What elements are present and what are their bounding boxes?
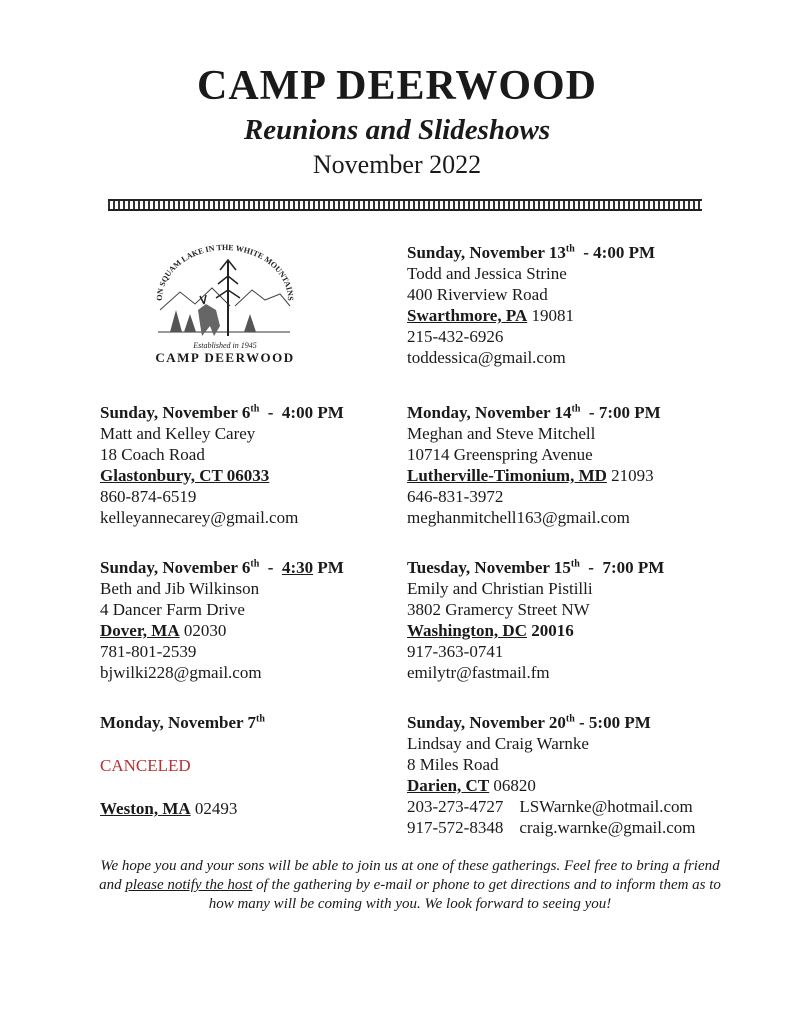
event-contact-2 <box>407 817 695 838</box>
event-phone[interactable]: 215-432-6926 <box>407 327 504 346</box>
event-phone[interactable]: 917-363-0741 <box>407 642 504 661</box>
event-email[interactable]: kelleyannecarey@gmail.com <box>100 508 299 527</box>
event-nov14 <box>407 402 661 528</box>
event-phone[interactable]: 860-874-6519 <box>100 487 197 506</box>
event-heading: Sunday, November 6th - 4:00 PM <box>100 403 344 422</box>
event-city-line: Dover, MA 02030 <box>100 621 227 640</box>
event-city-line: Washington, DC 20016 <box>407 621 574 640</box>
event-street: 10714 Greenspring Avenue <box>407 445 593 464</box>
notify-host-text: please notify the host <box>125 877 253 893</box>
footer-note: We hope you and your sons will be able to join us at one of these gatherings. Feel free to bring a friend and please notify the host of the gathering by e-mail or phone to get directions and to inform them as to how many will be coming with you. We look forward to seeing you! <box>99 858 721 912</box>
event-heading: Sunday, November 13th - 4:00 PM <box>407 243 656 262</box>
event-street: 8 Miles Road <box>407 755 499 774</box>
event-phone[interactable]: 781-801-2539 <box>100 642 197 661</box>
event-phone[interactable]: 917-572-8348 <box>407 818 504 837</box>
event-heading: Monday, November 14th - 7:00 PM <box>407 403 661 422</box>
event-contact-1 <box>407 796 695 817</box>
event-hosts: Lindsay and Craig Warnke <box>407 734 589 753</box>
event-city-line: Lutherville-Timonium, MD 21093 <box>407 466 654 485</box>
event-email[interactable]: craig.warnke@gmail.com <box>519 818 696 837</box>
event-street: 3802 Gramercy Street NW <box>407 600 590 619</box>
event-city-line: Weston, MA 02493 <box>100 799 238 818</box>
event-nov6-430pm <box>100 557 344 683</box>
event-heading: Sunday, November 6th - 4:30 PM <box>100 558 344 577</box>
event-nov13 <box>407 242 655 368</box>
event-email[interactable]: bjwilki228@gmail.com <box>100 663 262 682</box>
event-street: 400 Riverview Road <box>407 285 548 304</box>
logo-caption: CAMP DEERWOOD <box>155 350 295 365</box>
event-hosts: Matt and Kelley Carey <box>100 424 256 443</box>
canceled-status: CANCELED <box>100 756 191 775</box>
event-heading: Tuesday, November 15th - 7:00 PM <box>407 558 665 577</box>
logo-arc-text: ON SQUAM LAKE IN THE WHITE MOUNTAINS <box>154 242 296 301</box>
event-nov6-4pm <box>100 402 344 528</box>
greek-key-divider <box>108 199 702 211</box>
event-hosts: Beth and Jib Wilkinson <box>100 579 260 598</box>
event-phone[interactable]: 646-831-3972 <box>407 487 504 506</box>
event-hosts: Meghan and Steve Mitchell <box>407 424 596 443</box>
event-city: Glastonbury, CT 06033 <box>100 466 270 485</box>
event-phone[interactable]: 203-273-4727 <box>407 797 504 816</box>
event-heading: Monday, November 7th <box>100 713 265 732</box>
page-month: November 2022 <box>312 150 482 179</box>
event-heading: Sunday, November 20th - 5:00 PM <box>407 713 651 732</box>
event-hosts: Emily and Christian Pistilli <box>407 579 593 598</box>
event-email[interactable]: LSWarnke@hotmail.com <box>519 797 693 816</box>
event-street: 4 Dancer Farm Drive <box>100 600 245 619</box>
event-city-line: Darien, CT 06820 <box>407 776 536 795</box>
event-email[interactable]: meghanmitchell163@gmail.com <box>407 508 630 527</box>
event-email[interactable]: toddessica@gmail.com <box>407 348 566 367</box>
page-title: CAMP DEERWOOD <box>196 63 598 109</box>
page-subtitle: Reunions and Slideshows <box>243 114 551 146</box>
event-nov7 <box>100 712 265 819</box>
event-nov15 <box>407 557 664 683</box>
event-city-line: Swarthmore, PA 19081 <box>407 306 574 325</box>
event-hosts: Todd and Jessica Strine <box>407 264 567 283</box>
event-email[interactable]: emilytr@fastmail.fm <box>407 663 550 682</box>
event-nov20 <box>407 712 695 838</box>
logo-established: Established in 1945 <box>193 341 257 350</box>
event-street: 18 Coach Road <box>100 445 205 464</box>
